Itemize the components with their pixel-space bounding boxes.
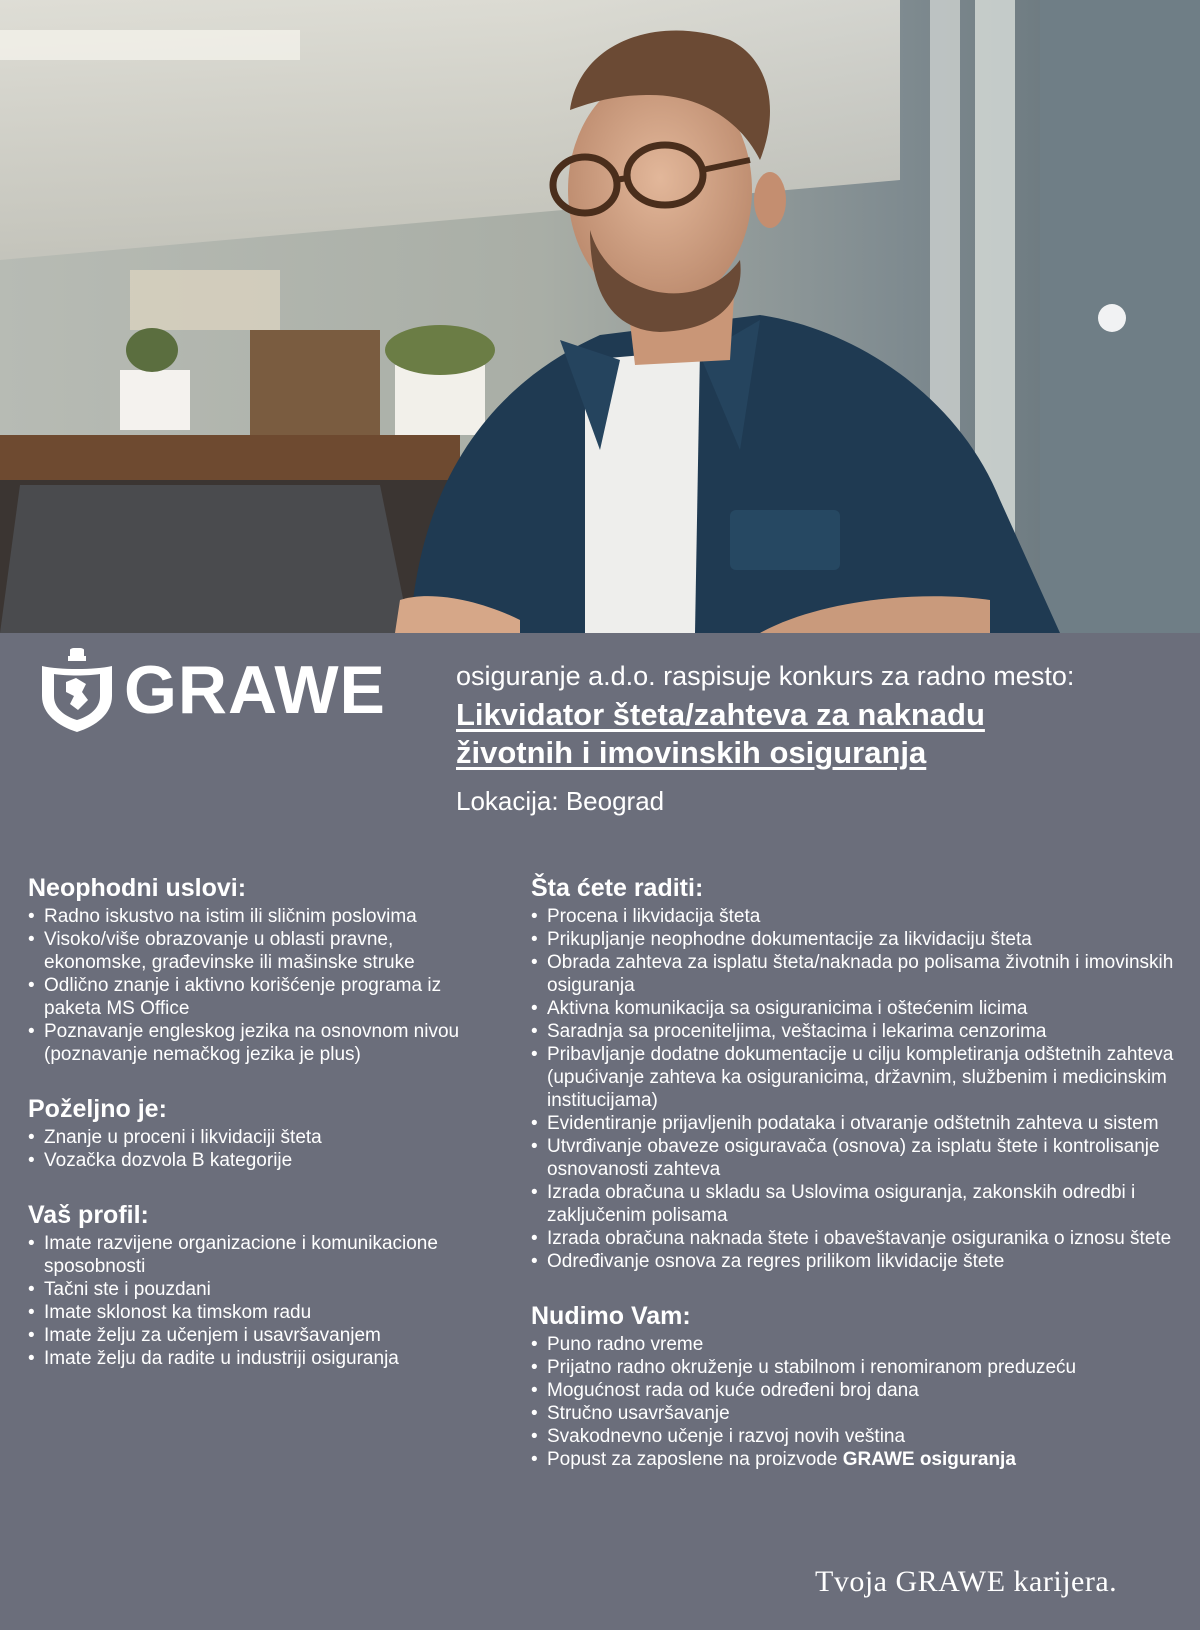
section-offer bbox=[531, 1301, 1181, 1471]
list-item: • Mogućnost rada od kuće određeni broj dana bbox=[531, 1379, 1181, 1402]
list-item: • Izrada obračuna u skladu sa Uslovima osiguranja, zakonskih odredbi i zaključenim polisama bbox=[531, 1181, 1181, 1227]
section-desirable bbox=[28, 1094, 498, 1172]
section-heading: Nudimo Vam: bbox=[531, 1302, 691, 1330]
list-item: • Procena i likvidacija šteta bbox=[531, 905, 1181, 928]
list-item: • Radno iskustvo na istim ili sličnim poslovima bbox=[28, 905, 498, 928]
list-item: • Puno radno vreme bbox=[531, 1333, 1181, 1356]
hero-illustration bbox=[0, 0, 1200, 633]
footer-tagline: Tvoja GRAWE karijera. bbox=[815, 1565, 1118, 1598]
section-duties bbox=[531, 873, 1181, 1273]
job-title-line-1: Likvidator šteta/zahteva za naknadu bbox=[456, 697, 985, 732]
section-profile bbox=[28, 1200, 498, 1370]
section-heading: Šta ćete raditi: bbox=[531, 874, 704, 902]
hero-photo bbox=[0, 0, 1200, 633]
list-item: • Svakodnevno učenje i razvoj novih veština bbox=[531, 1425, 1181, 1448]
logo-wordmark: GRAWE bbox=[124, 652, 386, 728]
left-column bbox=[28, 873, 498, 1398]
list-item: • Prijatno radno okruženje u stabilnom i renomiranom preduzeću bbox=[531, 1356, 1181, 1379]
list-item: • Imate razvijene organizacione i komunikacione sposobnosti bbox=[28, 1232, 498, 1278]
section-heading: Poželjno je: bbox=[28, 1095, 167, 1123]
list-item: • Utvrđivanje obaveze osiguravača (osnova) za isplatu štete i kontrolisanje osnovanosti zahteva bbox=[531, 1135, 1181, 1181]
list-item-bold-text: GRAWE osiguranja bbox=[842, 1449, 1016, 1470]
list-item: • Znanje u proceni i likvidaciji šteta bbox=[28, 1126, 498, 1149]
section-heading: Vaš profil: bbox=[28, 1201, 149, 1229]
list-item bbox=[531, 1448, 1181, 1471]
list-item: • Poznavanje engleskog jezika na osnovnom nivou (poznavanje nemačkog jezika je plus) bbox=[28, 1020, 498, 1066]
list-item: • Imate želju da radite u industriji osiguranja bbox=[28, 1347, 498, 1370]
section-heading: Neophodni uslovi: bbox=[28, 874, 247, 902]
list-item: • Stručno usavršavanje bbox=[531, 1402, 1181, 1425]
list-item: • Imate sklonost ka timskom radu bbox=[28, 1301, 498, 1324]
list-item: • Visoko/više obrazovanje u oblasti pravne, ekonomske, građevinske ili mašinske struke bbox=[28, 928, 498, 974]
job-title bbox=[456, 696, 1156, 772]
list-item: • Pribavljanje dodatne dokumentacije u cilju kompletiranja odštetnih zahteva (upućivanje zahteva ka osiguranicima, državnim, službenim i medicinskim institucijama) bbox=[531, 1043, 1181, 1112]
list-item: • Imate želju za učenjem i usavršavanjem bbox=[28, 1324, 498, 1347]
right-column bbox=[531, 873, 1181, 1499]
grawe-crest-icon bbox=[40, 648, 114, 732]
list-item: • Izrada obračuna naknada štete i obaveštavanje osiguranika o iznosu štete bbox=[531, 1227, 1181, 1250]
section-requirements bbox=[28, 873, 498, 1066]
list-item: • Tačni ste i pouzdani bbox=[28, 1278, 498, 1301]
grawe-logo bbox=[40, 648, 386, 728]
list-item: • Evidentiranje prijavljenih podataka i otvaranje odštetnih zahteva u sistem bbox=[531, 1112, 1181, 1135]
list-item: • Obrada zahteva za isplatu šteta/naknada po polisama životnih i imovinskih osiguranja bbox=[531, 951, 1181, 997]
list-item: • Aktivna komunikacija sa osiguranicima i oštećenim licima bbox=[531, 997, 1181, 1020]
list-item: • Vozačka dozvola B kategorije bbox=[28, 1149, 498, 1172]
list-item: • Saradnja sa proceniteljima, veštacima i lekarima cenzorima bbox=[531, 1020, 1181, 1043]
job-title-line-2: životnih i imovinskih osiguranja bbox=[456, 735, 927, 770]
location-text: Lokacija: Beograd bbox=[456, 786, 665, 816]
list-item-text: Popust za zaposlene na proizvode bbox=[547, 1449, 843, 1470]
list-item: • Prikupljanje neophodne dokumentacije za likvidaciju šteta bbox=[531, 928, 1181, 951]
list-item: • Određivanje osnova za regres prilikom likvidacije štete bbox=[531, 1250, 1181, 1273]
intro-text: osiguranje a.d.o. raspisuje konkurs za radno mesto: bbox=[456, 661, 1075, 691]
list-item: • Odlično znanje i aktivno korišćenje programa iz paketa MS Office bbox=[28, 974, 498, 1020]
